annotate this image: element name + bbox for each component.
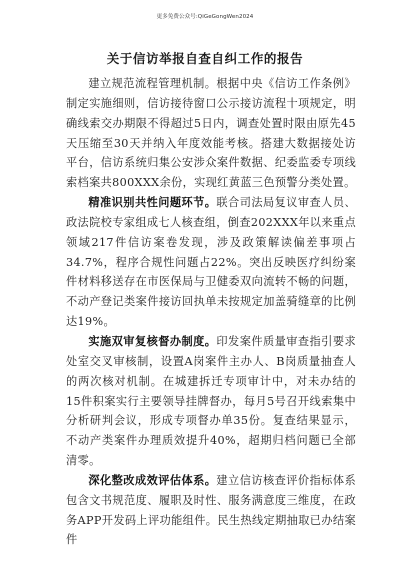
paragraph-4 <box>66 471 356 550</box>
paragraph-3-text: 印发案件质量审查指引要求处室交叉审核制，设置A岗案件主办人、B岗质量抽查人的两次核对机制。在城建拆迁专项审计中，对未办结的15件积案实行主要领导挂牌督办，每月5号召开线索集中分析研判会议，形成专项督办单35份。复查结果显示，不动产类案件办理质效提升40%，超期归档问题已全部清零。 <box>66 334 356 468</box>
paragraph-2 <box>66 193 356 332</box>
paragraph-4-heading: 深化整改成效评估体系。 <box>88 473 217 487</box>
paragraph-2-text: 联合司法局复议审查人员、政法院校专家组成七人核查组，倒查202XXX年以来重点领域217件信访案卷发现，涉及政策解读偏差事项占34.7%，程序合规性问题占22%。突出反映医疗纠纷案件材料移送存在市医保局与卫健委双向流转不畅的问题，不动产登记类案件接访回执单未按规定加盖骑缝章的比例达19%。 <box>66 196 356 329</box>
paragraph-4-text: 建立信访核查评价指标体系包含文书规范度、履职及时性、服务满意度三维度，在政务APP开发码上评功能组件。民生热线定期抽取已办结案件 <box>66 473 356 547</box>
paragraph-3-heading: 实施双审复核督办制度。 <box>88 334 217 348</box>
paragraph-2-heading: 精准识别共性问题环节。 <box>88 196 217 210</box>
paragraph-1 <box>66 74 356 193</box>
watermark-text: 更多免费公众号:QiGeGongWen2024 <box>156 14 254 20</box>
document-body <box>66 74 356 550</box>
document-title: 关于信访举报自查自纠工作的报告 <box>106 51 304 66</box>
paragraph-3 <box>66 332 356 471</box>
paragraph-1-text: 建立规范流程管理机制。根据中央《信访工作条例》制定实施细则，信访接待窗口公示接访流程十项规定，明确线索交办期限不得超过5日内，调查处置时限由原先45天压缩至30天并纳入年度效能考核。搭建大数据接处访平台，信访系统归集公安涉众案件数据、纪委监委专项线索档案共800XXX余份，实现红黄蓝三色预警分类处置。 <box>66 77 356 190</box>
